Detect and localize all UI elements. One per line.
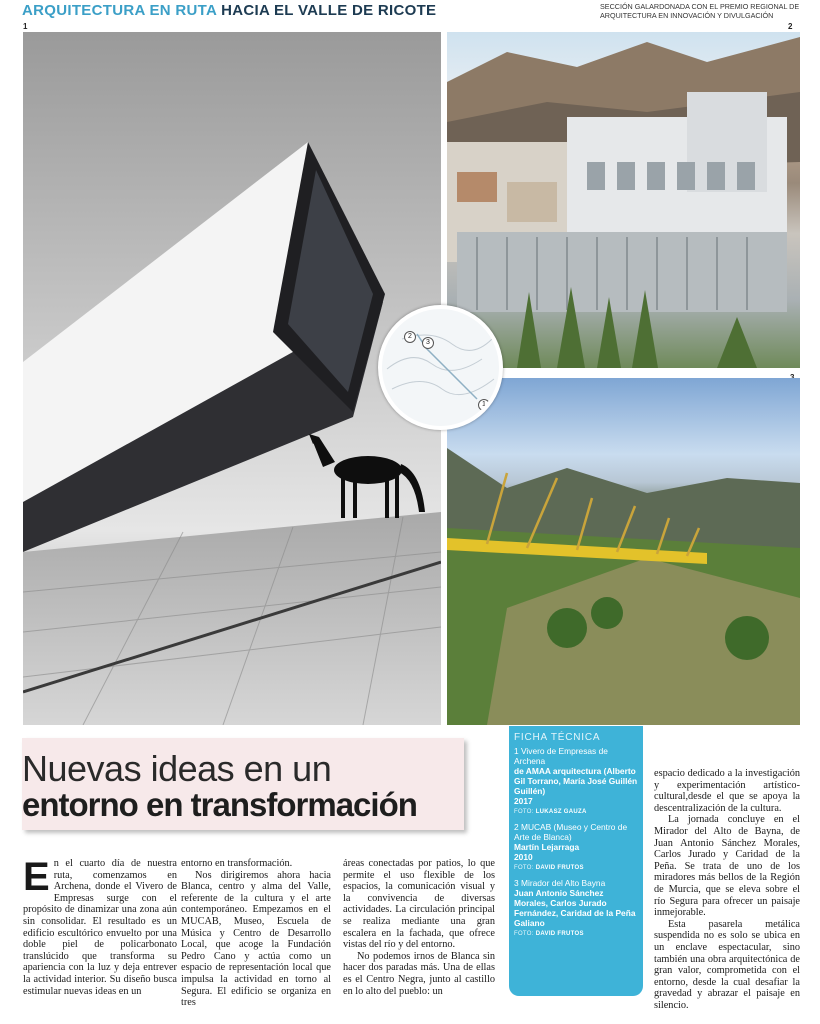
- article-column-3: [343, 858, 495, 997]
- headline-line-2: entorno en transformación: [22, 786, 417, 823]
- ficha-entry-title: 3 Mirador del Alto Bayna: [514, 878, 606, 888]
- ficha-credit-label: FOTO:: [514, 809, 534, 815]
- photo-mirador-drawing: [447, 378, 800, 725]
- ficha-entry: [514, 746, 638, 815]
- ficha-entry-author: Juan Antonio Sánchez Morales, Carlos Jurado Fernández, Caridad de la Peña Galiano: [514, 888, 636, 928]
- photo-number-1: 1: [23, 22, 28, 31]
- photo-number-2: 2: [788, 22, 793, 31]
- award-note: SECCIÓN GALARDONADA CON EL PREMIO REGIONAL DE ARQUITECTURA EN INNOVACIÓN Y DIVULGACIÓN: [600, 2, 800, 20]
- map-pin-3: 3: [422, 337, 434, 349]
- ficha-title: FICHA TÉCNICA: [514, 732, 601, 743]
- article-column-4: [654, 768, 800, 1011]
- section-title-rest: HACIA EL VALLE DE RICOTE: [221, 2, 437, 19]
- headline-box: [22, 738, 464, 830]
- ficha-entry-title: 1 Vivero de Empresas de Archena: [514, 746, 608, 766]
- article-paragraph: La jornada concluye en el Mirador del Alto de Bayna, de Juan Antonio Sánchez Morales, Carlos Jurado y Caridad de la Peña. Se trata de uno de los miradores más bellos de la Región de Murcia, que se eleva sobre el río Segura para ofrecer un paisaje inmejorable.: [654, 814, 800, 919]
- map-pin-1: 1: [478, 399, 490, 411]
- ficha-credit-name: DAVID FRUTOS: [535, 865, 584, 871]
- ficha-entry-year: 2010: [514, 852, 533, 862]
- article-column-1: [23, 855, 177, 997]
- route-map: [378, 305, 503, 430]
- map-pin-2: 2: [404, 331, 416, 343]
- ficha-credit-label: FOTO:: [514, 931, 534, 937]
- article-paragraph: n el cuarto día de nuestra ruta, comenzamos en Archena, donde el Vivero de Empresas surge con el propósito de dinamizar una zona aún sin consolidar. El resultado es un edificio escultórico envuelto por una doble piel de policarbonato translúcido que transforma su apariencia con la luz y deja entrever la actividad interior. Su diseño busca estimular nuevas ideas en un: [23, 858, 177, 997]
- photo-mucab: [447, 32, 800, 368]
- ficha-credit-name: DAVID FRUTOS: [535, 931, 584, 937]
- article-paragraph: entorno en transformación.: [181, 858, 293, 869]
- article-paragraph: Esta pasarela metálica suspendida no es solo se ubica en un enclave espectacular, sino también una obra arquitectónica de gran valor, comprometida con el entorno, desde la cual desafiar la gravedad y abrazar el paisaje en silencio.: [654, 918, 800, 1011]
- ficha-entry-year: 2017: [514, 796, 533, 806]
- section-title-accent: ARQUITECTURA EN RUTA: [22, 2, 217, 19]
- ficha-credit-name: LUKASZ GAUZA: [535, 809, 587, 815]
- article-column-2: [181, 858, 331, 1009]
- ficha-entry: [514, 822, 638, 871]
- horse-silhouette: [309, 434, 425, 518]
- article-paragraph: No podemos irnos de Blanca sin hacer dos paradas más. Una de ellas es el Centro Negra, junto al castillo en lo alto del pueblo: un: [343, 950, 495, 997]
- article-paragraph: áreas conectadas por patios, lo que permite el uso flexible de los espacios, la comunicación visual y la convivencia de diversas actividades. La circulación principal se realiza mediante una gran escalera en la fachada, que ofrece vistas del río y del entorno.: [343, 858, 495, 951]
- section-title: [22, 2, 436, 20]
- ficha-entry-author: de AMAA arquitectura (Alberto Gil Torrano, María José Guillén Guillén): [514, 766, 638, 796]
- article-paragraph: espacio dedicado a la investigación y experimentación artístico-cultural,desde el que se apoya la descentralización de la cultura.: [654, 768, 800, 814]
- ficha-entry-author: Martín Lejarraga: [514, 842, 580, 852]
- drop-cap: E: [23, 855, 50, 899]
- ficha-entry-title: 2 MUCAB (Museo y Centro de Arte de Blanca): [514, 822, 628, 842]
- ficha-credit-label: FOTO:: [514, 865, 534, 871]
- article-paragraph: Nos dirigiremos ahora hacia Blanca, centro y alma del Valle, referente de la cultura y el arte contemporáneo. Empezamos en el MUCAB, Museo, Escuela de Música y Centro de Desarrollo Local, que acoge la Fundación Pedro Cano y actúa como un espacio de representación local que impulsa la actividad en torno al Segura. El edificio se organiza en tres: [181, 869, 331, 1009]
- headline-line-1: Nuevas ideas en un: [22, 748, 332, 789]
- photo-mucab-drawing: [447, 32, 800, 368]
- ficha-entry: [514, 878, 638, 937]
- photo-mirador-bayna: [447, 378, 800, 725]
- ficha-tecnica: [509, 726, 643, 996]
